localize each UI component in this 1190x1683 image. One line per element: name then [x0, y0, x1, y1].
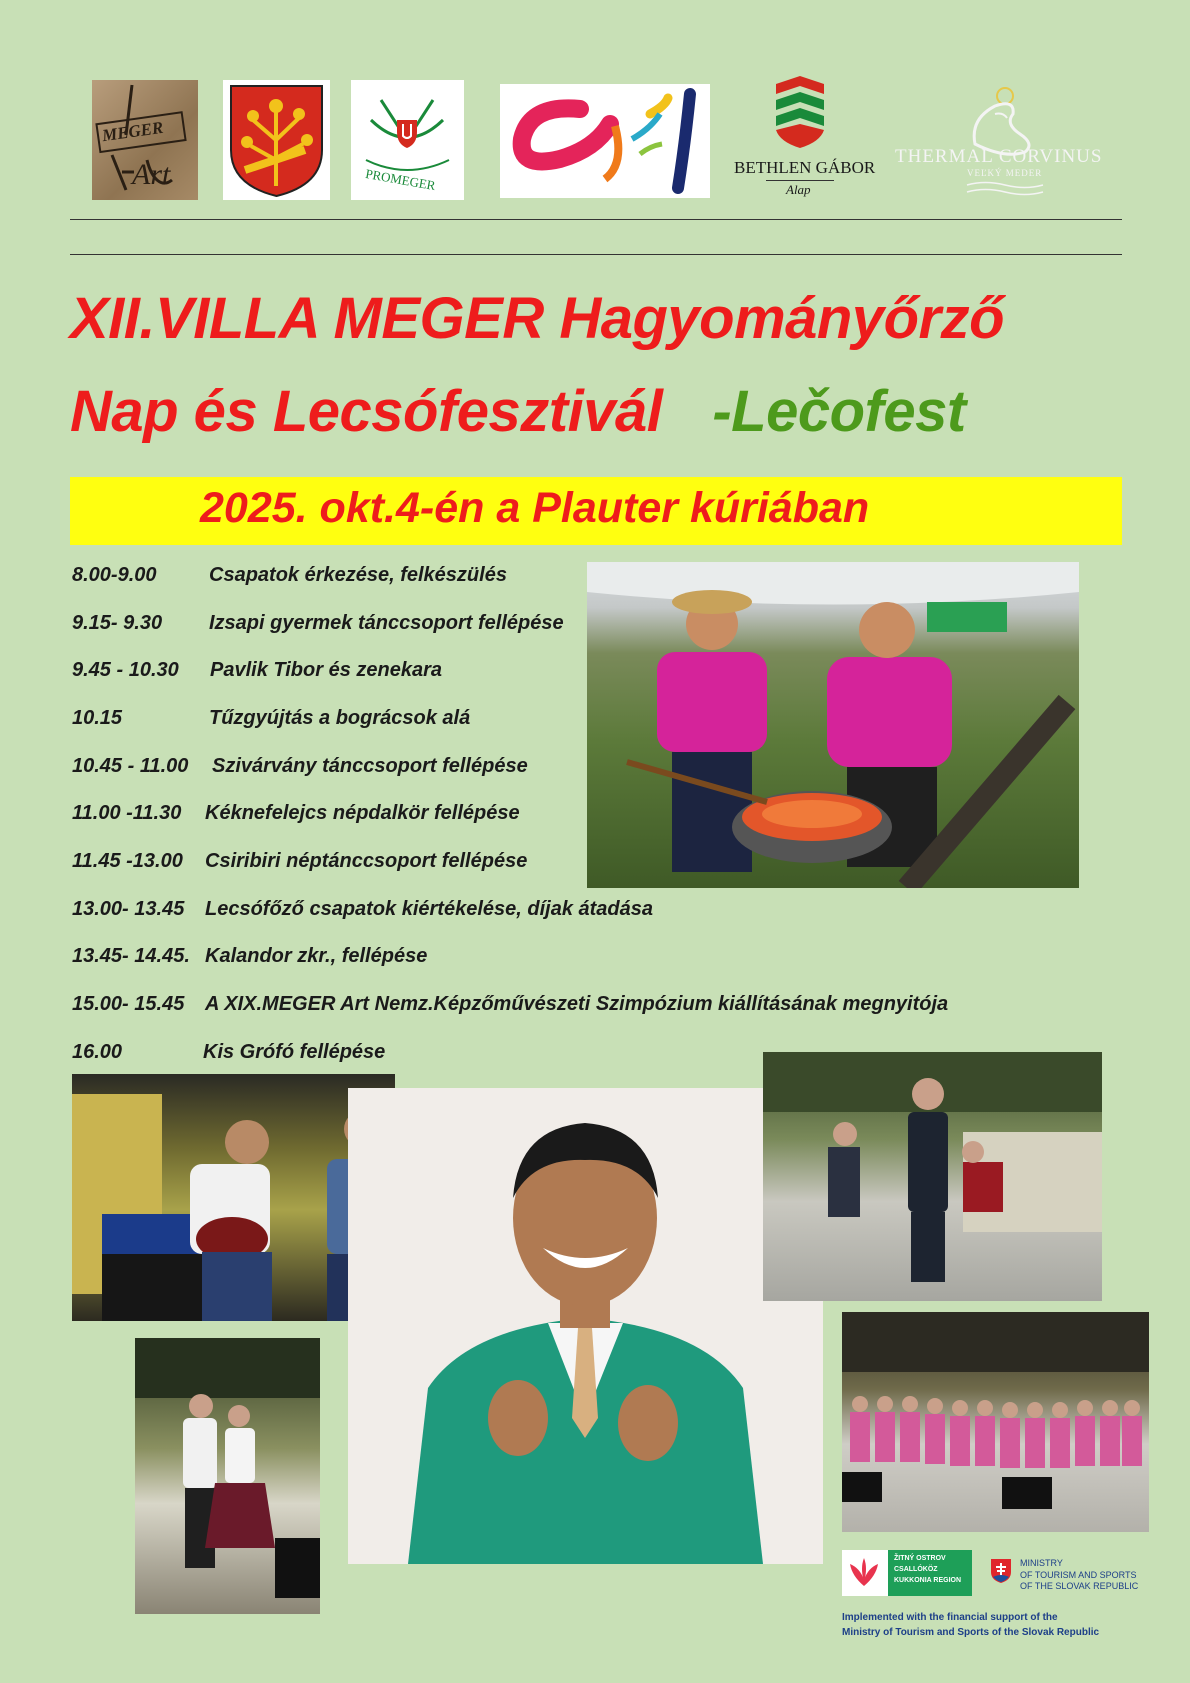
band-photo	[72, 1074, 395, 1321]
schedule-time: 13.45- 14.45.	[72, 945, 190, 967]
thermal-corvinus-name: THERMAL CORVINUS	[895, 146, 1103, 167]
schedule-desc: Szivárvány tánccsoport fellépése	[212, 755, 528, 777]
ministry-logo	[990, 1556, 1140, 1596]
bethlen-gabor-logo	[730, 70, 876, 200]
top-divider-2	[70, 254, 1122, 255]
dancers-scene	[135, 1338, 320, 1614]
date-banner-text: 2025. okt.4-én a Plauter kúriában	[200, 484, 870, 532]
meger-art-logo-text: MEGER	[100, 117, 165, 146]
ministry-line2: OF TOURISM AND SPORTS	[1020, 1570, 1137, 1580]
cooking-photo-scene	[587, 562, 1079, 888]
choir-scene	[842, 1312, 1149, 1532]
meger-art-logo	[92, 80, 198, 200]
schedule-desc: Kalandor zkr., fellépése	[205, 945, 428, 967]
choir-photo	[842, 1312, 1149, 1532]
ministry-line3: OF THE SLOVAK REPUBLIC	[1020, 1581, 1139, 1591]
schedule-time: 11.00 -11.30	[72, 802, 182, 824]
schedule-time: 10.45 - 11.00	[72, 755, 189, 777]
cooking-photo	[587, 562, 1079, 888]
meger-art-logo-text-art: Art	[132, 158, 171, 191]
bethlen-gabor-shield-icon	[730, 70, 870, 150]
schedule-desc: Tűzgyújtás a bográcsok alá	[209, 707, 471, 729]
singer-stage-photo	[763, 1052, 1102, 1301]
promeger-logo-text: PROMEGER	[364, 165, 437, 194]
bethlen-divider	[766, 180, 834, 181]
event-title-line1: XII.VILLA MEGER Hagyományőrző	[70, 286, 1005, 351]
singer-stage-scene	[763, 1052, 1102, 1301]
schedule-desc: A XIX.MEGER Art Nemz.Képzőművészeti Szimpózium kiállításának megnyitója	[205, 993, 949, 1015]
singer-portrait-photo	[348, 1088, 823, 1564]
thermal-corvinus-logo	[895, 84, 1105, 200]
support-text-line1: Implemented with the financial support of the	[842, 1612, 1058, 1623]
event-title-line2	[70, 379, 966, 444]
dancers-photo	[135, 1338, 320, 1614]
coat-of-arms-shield-icon	[223, 80, 330, 200]
event-title-lecofest: -Lečofest	[712, 379, 966, 444]
support-text-line2: Ministry of Tourism and Sports of the Slovak Republic	[842, 1627, 1100, 1638]
schedule-desc: Izsapi gyermek tánccsoport fellépése	[209, 612, 564, 634]
top-divider-1	[70, 219, 1122, 220]
schedule-time: 16.00	[72, 1041, 123, 1063]
ministry-line1: MINISTRY	[1020, 1558, 1063, 1568]
band-photo-scene	[72, 1074, 395, 1321]
colorful-region-logo	[500, 84, 710, 198]
zitny-line3: KUKKONIA REGION	[894, 1577, 962, 1584]
schedule-time: 13.00- 13.45	[72, 898, 185, 920]
schedule-time: 9.45 - 10.30	[72, 659, 179, 681]
bethlen-gabor-name: BETHLEN GÁBOR	[734, 158, 876, 177]
schedule-time: 11.45 -13.00	[72, 850, 183, 872]
schedule-desc: Csapatok érkezése, felkészülés	[209, 564, 507, 586]
slovak-coat-of-arms-icon	[990, 1558, 1012, 1584]
schedule-desc: Lecsófőző csapatok kiértékelése, díjak átadása	[205, 898, 653, 920]
schedule-desc: Kéknefelejcs népdalkör fellépése	[205, 802, 520, 824]
thermal-wave-icon	[965, 180, 1045, 196]
schedule-desc: Pavlik Tibor és zenekara	[210, 659, 442, 681]
lotus-icon	[842, 1550, 886, 1596]
bethlen-gabor-sub: Alap	[786, 182, 811, 197]
zitny-line2: CSALLÓKÖZ	[894, 1566, 938, 1573]
zitny-line1: ŽITNÝ OSTROV	[894, 1555, 946, 1562]
coat-of-arms-logo	[223, 80, 330, 200]
schedule-time: 10.15	[72, 707, 123, 729]
event-title-line2-red: Nap és Lecsófesztivál	[70, 379, 663, 444]
schedule-desc: Csiribiri néptánccsoport fellépése	[205, 850, 528, 872]
schedule-time: 9.15- 9.30	[72, 612, 163, 634]
schedule-desc: Kis Grófó fellépése	[203, 1041, 386, 1063]
schedule-time: 8.00-9.00	[72, 564, 157, 586]
promeger-logo	[351, 80, 464, 200]
zitny-ostrov-logo	[842, 1550, 972, 1596]
colorful-swoosh-icon	[500, 84, 710, 198]
thermal-corvinus-sub: VEĽKÝ MEDER	[967, 168, 1043, 178]
singer-portrait-scene	[348, 1088, 823, 1564]
schedule-time: 15.00- 15.45	[72, 993, 185, 1015]
